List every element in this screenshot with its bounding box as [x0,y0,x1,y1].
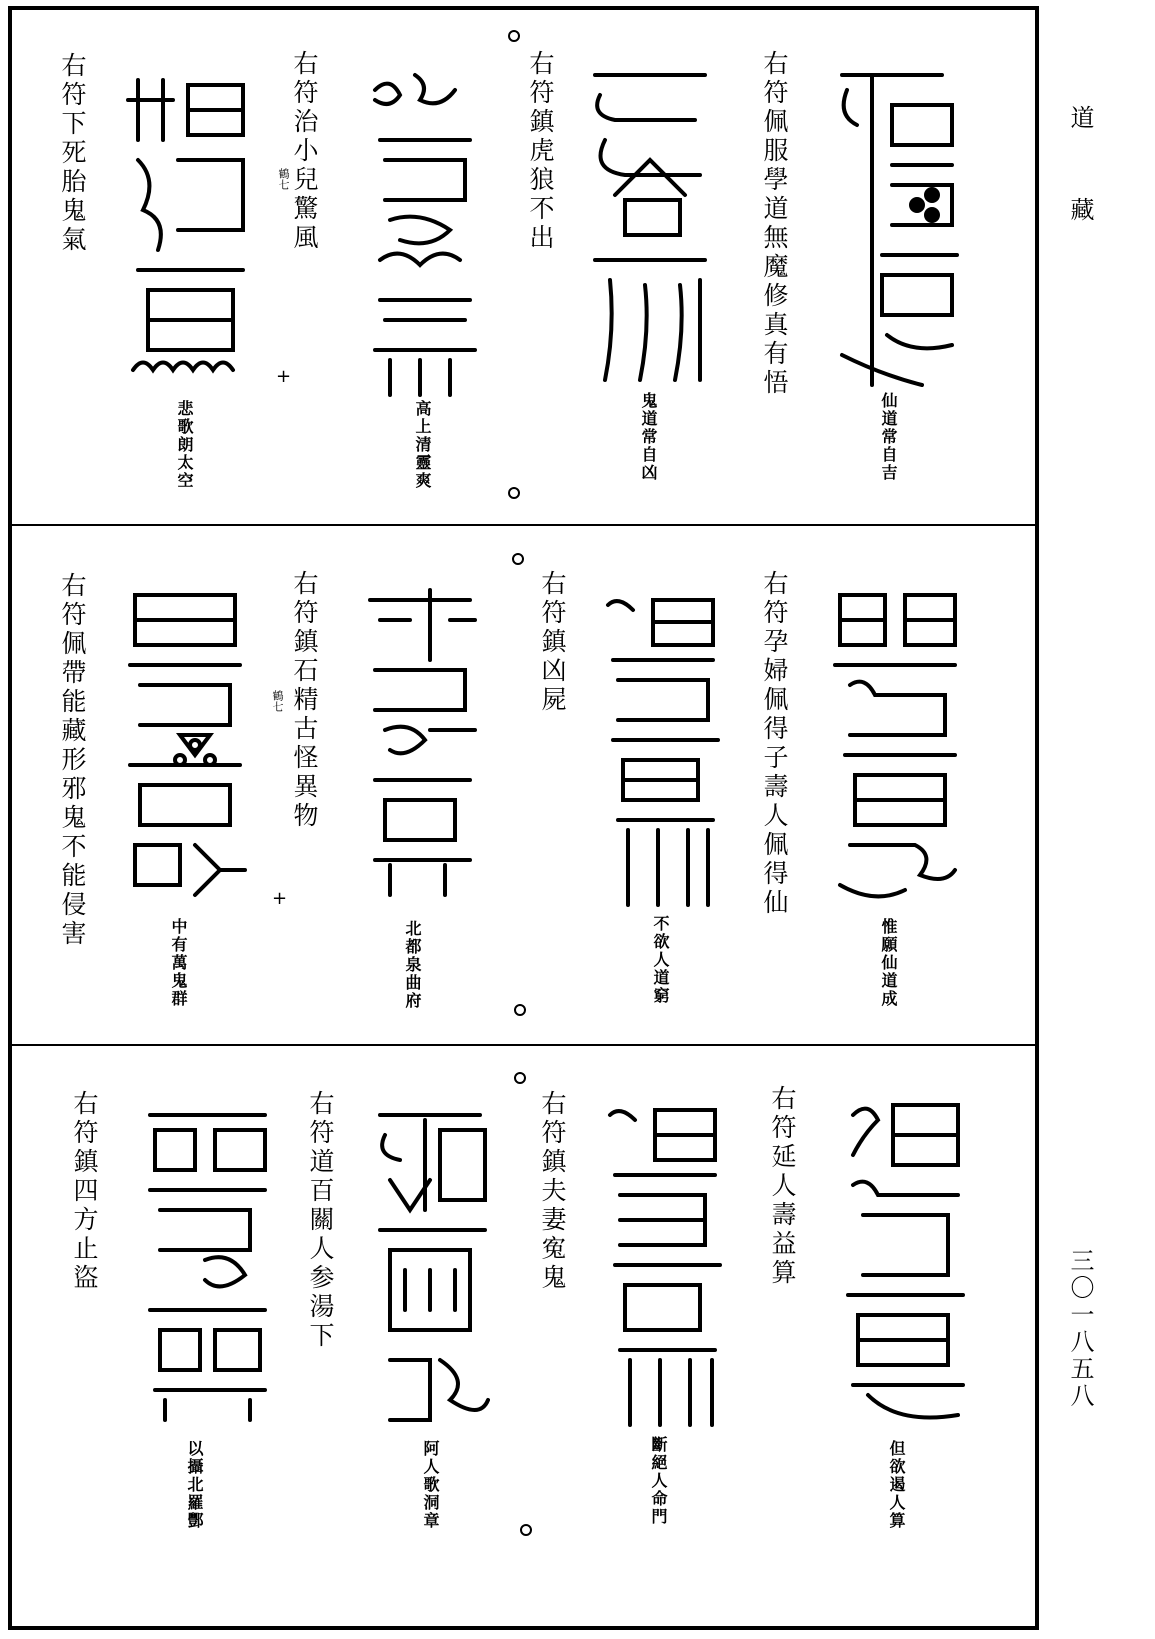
talisman-small-note: 鶴七 [277,168,290,190]
talisman-glyph [598,590,723,910]
talisman-glyph [822,55,962,395]
talisman-note: 但欲遏人算 [887,1440,906,1530]
talisman-caption: 右符道百關人参湯下 [306,1090,335,1351]
circle-mark [508,30,520,42]
talisman-caption: 右符佩帶能藏形邪鬼不能侵害 [58,572,87,949]
talisman-caption: 右符鎮石精古怪異物 [290,570,319,831]
talisman-caption: 右符治小兒驚風 [290,50,319,253]
talisman-glyph [370,1100,490,1430]
collection-title: 道藏 [1066,105,1094,289]
talisman-note: 斷絕人命門 [649,1436,668,1526]
talisman-glyph [600,1100,725,1430]
circle-mark [514,1004,526,1016]
page-number: 三〇一八五八 [1066,1248,1094,1410]
row-divider [8,1044,1039,1046]
talisman-glyph [360,60,480,400]
talisman-caption: 右符鎮四方止盜 [70,1090,99,1293]
talisman-glyph [838,1095,968,1435]
talisman-glyph [360,580,480,900]
talisman-caption: 右符鎮虎狼不出 [526,50,555,253]
circle-mark [520,1524,532,1536]
talisman-glyph [120,585,250,900]
talisman-glyph [118,70,253,395]
talisman-glyph [825,585,965,915]
talisman-note: 北都泉曲府 [403,920,422,1010]
circle-mark [514,1072,526,1084]
circle-mark [512,553,524,565]
circle-mark [508,487,520,499]
talisman-caption: 右符鎮夫妻寃鬼 [538,1090,567,1293]
cross-mark: + [276,366,292,387]
talisman-note: 惟願仙道成 [879,918,898,1008]
talisman-note: 悲歌朗太空 [175,400,194,490]
talisman-note: 鬼道常自凶 [639,392,658,482]
talisman-caption: 右符下死胎鬼氣 [58,52,87,255]
talisman-note: 不欲人道窮 [651,915,670,1005]
row-divider [8,524,1039,526]
talisman-caption: 右符延人壽益算 [768,1085,797,1288]
talisman-note: 以攝北羅酆 [185,1440,204,1530]
talisman-caption: 右符佩服學道無魔修真有悟 [760,50,789,398]
talisman-caption: 右符孕婦佩得子壽人佩得仙 [760,570,789,918]
talisman-caption: 右符鎮凶屍 [538,570,567,715]
talisman-glyph [585,60,715,390]
talisman-note: 仙道常自吉 [879,392,898,482]
cross-mark: + [272,888,288,909]
talisman-note: 高上清靈爽 [413,400,432,490]
talisman-note: 中有萬鬼群 [169,918,188,1008]
talisman-small-note: 鶴七 [271,690,284,712]
talisman-glyph [140,1100,275,1425]
talisman-note: 阿人歌洞章 [421,1440,440,1530]
